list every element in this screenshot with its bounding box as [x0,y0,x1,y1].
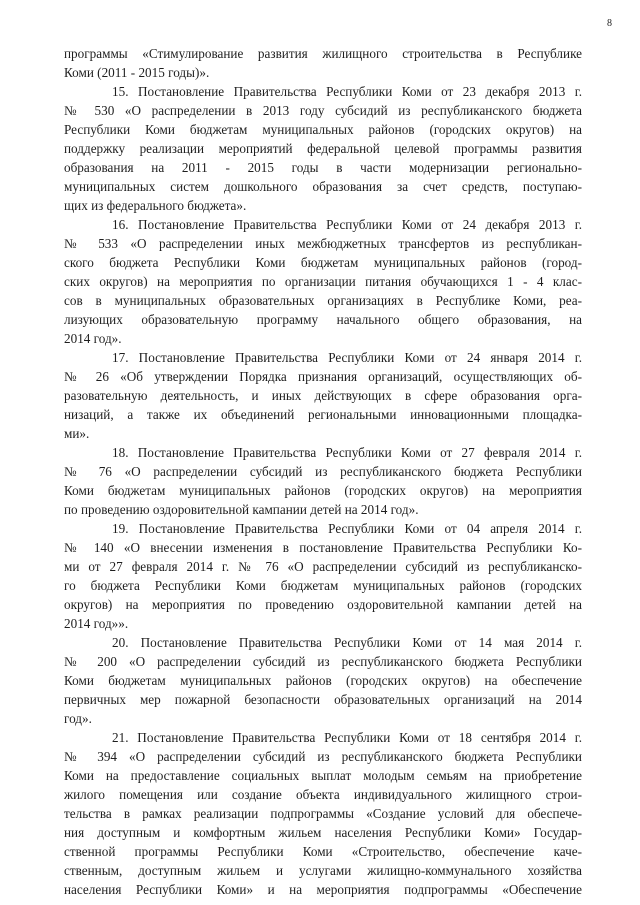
paragraph-heading: 19. Постановление Правительства Республики Коми от 04 апреля 2014 г. [112,521,582,536]
text-line: Республики Коми бюджетам муниципальных районов (городских округов) на [64,122,582,137]
text-line: ми от 27 февраля 2014 г. № 76 «О распределении субсидий из республиканско- [64,559,582,574]
text-line: го бюджета Республики Коми бюджетам муниципальных районов (городских [64,578,582,593]
text-line: № 533 «О распределении иных межбюджетных трансфертов из республикан- [64,236,582,251]
text-line: ского бюджета Республики Коми бюджетам муниципальных районов (город- [64,255,582,270]
text-line: Коми на предоставление социальных выплат молодым семьям на приобретение [64,768,582,783]
text-line: низаций, а также их объединений региональными инновационными площадка- [64,407,582,422]
paragraph-heading: 17. Постановление Правительства Республики Коми от 24 января 2014 г. [112,350,582,365]
text-line: Коми бюджетам муниципальных районов (городских округов) на мероприятия [64,483,582,498]
page-number: 8 [607,18,612,29]
text-line: Коми бюджетам муниципальных районов (городских округов) на обеспечение [64,673,582,688]
text-line: 2014 год»». [64,616,129,631]
text-line: ственным, доступным жильем и услугами жилищно-коммунального хозяйства [64,863,582,878]
text-line: поддержку реализации мероприятий федеральной целевой программы развития [64,141,582,156]
text-line: разовательную деятельность, и иных действующих в сфере образования орга- [64,388,582,403]
paragraph-heading: 16. Постановление Правительства Республики Коми от 24 декабря 2013 г. [112,217,582,232]
text-line: по проведению оздоровительной кампании детей на 2014 год». [64,502,419,517]
text-line: № 530 «О распределении в 2013 году субсидий из республиканского бюджета [64,103,582,118]
text-line: муниципальных систем дошкольного образования за счет средств, поступаю- [64,179,582,194]
paragraph-heading: 18. Постановление Правительства Республики Коми от 27 февраля 2014 г. [112,445,582,460]
text-line: щих из федерального бюджета». [64,198,247,213]
text-line: округов) на мероприятия по проведению оздоровительной кампании детей на [64,597,582,612]
text-line: тельства в рамках реализации подпрограммы «Создание условий для обеспече- [64,806,582,821]
text-line: лизующих образовательную программу начального общего образования, на [64,312,582,327]
paragraph-heading: 21. Постановление Правительства Республики Коми от 18 сентября 2014 г. [112,730,582,745]
text-line: населения Республики Коми» и на мероприятия подпрограммы «Обеспечение [64,882,582,897]
text-line: образования на 2011 - 2015 годы в части модернизации регионально- [64,160,582,175]
text-line: 2014 год». [64,331,122,346]
text-line: ми». [64,426,90,441]
text-line: № 26 «Об утверждении Порядка признания организаций, осуществляющих об- [64,369,582,384]
paragraph-heading: 20. Постановление Правительства Республики Коми от 14 мая 2014 г. [112,635,582,650]
text-line: Коми (2011 - 2015 годы)». [64,65,210,80]
text-line: год». [64,711,92,726]
text-line: жилого помещения или создание объекта индивидуального жилищного строи- [64,787,582,802]
text-line: № 76 «О распределении субсидий из республиканского бюджета Республики [64,464,582,479]
text-line: ния доступным и комфортным жильем населения Республики Коми» Государ- [64,825,582,840]
text-line: № 140 «О внесении изменения в постановление Правительства Республики Ко- [64,540,582,555]
text-line: первичных мер пожарной безопасности образовательных организаций на 2014 [64,692,582,707]
paragraph-heading: 15. Постановление Правительства Республики Коми от 23 декабря 2013 г. [112,84,582,99]
text-line: ственной программы Республики Коми «Строительство, обеспечение каче- [64,844,582,859]
text-line: № 394 «О распределении субсидий из республиканского бюджета Республики [64,749,582,764]
text-line: ских округов) на мероприятия по организации питания обучающихся 1 - 4 клас- [64,274,582,289]
text-line: № 200 «О распределении субсидий из республиканского бюджета Республики [64,654,582,669]
text-line: программы «Стимулирование развития жилищного строительства в Республике [64,46,582,61]
text-line: сов в муниципальных образовательных организациях в Республике Коми, реа- [64,293,582,308]
